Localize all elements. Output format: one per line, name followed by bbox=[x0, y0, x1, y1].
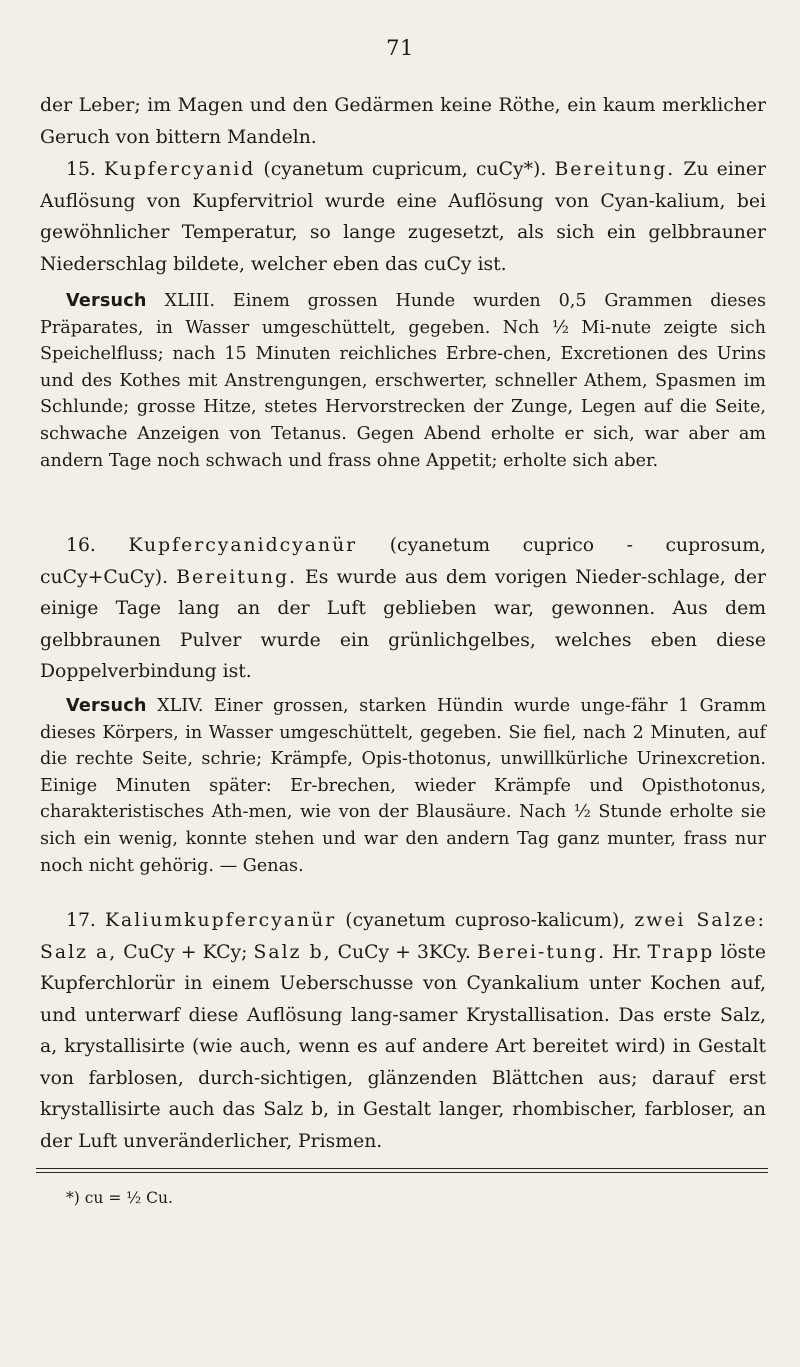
section-17-salt-b-label: Salz b, bbox=[253, 941, 332, 963]
section-17 bbox=[40, 905, 766, 1157]
section-17-number: 17. bbox=[66, 910, 96, 931]
section-15-body: Zu einer Auflösung von Kupfervitriol wurde eine Auflösung von Cyan-kalium, bei gewöhnlicher Temperatur, so lange zugesetzt, als sich ein gelbbrauner Niederschlag bildete, welcher eben das cuCy ist. bbox=[40, 159, 766, 275]
experiment-44-paragraph bbox=[40, 693, 766, 879]
experiment-43-paragraph bbox=[40, 288, 766, 474]
experiment-44 bbox=[40, 693, 766, 879]
paragraph-intro bbox=[40, 90, 766, 153]
section-17-latin: (cyanetum cuproso-kalicum), bbox=[345, 910, 626, 931]
section-17-paragraph bbox=[40, 905, 766, 1157]
section-15-latin: (cyanetum cupricum, cuCy*). bbox=[263, 159, 547, 180]
section-15-prep-label: Bereitung. bbox=[554, 159, 676, 180]
footnote-rule-top bbox=[36, 1168, 768, 1169]
experiment-43-label: Versuch bbox=[66, 291, 147, 311]
section-16-paragraph bbox=[40, 530, 766, 688]
section-16-latin: (cyanetum cuprico - cuprosum, cuCy+CuCy). bbox=[40, 535, 766, 588]
section-17-salt-b-formula: CuCy + 3KCy. bbox=[337, 941, 471, 963]
paragraph-intro-text: der Leber; im Magen und den Gedärmen keine Röthe, ein kaum merklicher Geruch von bittern Mandeln. bbox=[40, 95, 766, 148]
section-17-term: Kaliumkupfercyanür bbox=[104, 910, 337, 931]
section-16 bbox=[40, 530, 766, 688]
section-15-term: Kupfercyanid bbox=[104, 159, 256, 180]
section-17-body: löste Kupferchlorür in einem Ueberschusse von Cyankalium unter Kochen auf, und unterwarf diese Auflösung lang-samer Krystallisation. Das erste Salz, a, krystallisirte (wie auch, wenn es auf andere Art bereitet wird) in Gestalt von farblosen, durch-sichtigen, glänzenden Blättchen aus; darauf erst krystallisirte auch das Salz b, in Gestalt langer, rhombischer, farbloser, an der Luft unveränderlicher, Prismen. bbox=[40, 941, 766, 1152]
section-17-person: Trapp bbox=[647, 941, 715, 963]
page-number: 71 bbox=[386, 36, 414, 60]
experiment-43 bbox=[40, 288, 766, 474]
section-17-prep-label: Berei-tung. bbox=[476, 941, 607, 963]
experiment-44-label: Versuch bbox=[66, 696, 147, 716]
section-15-paragraph bbox=[40, 154, 766, 280]
section-15-number: 15. bbox=[66, 159, 96, 180]
section-17-salt-a-formula: CuCy + KCy; bbox=[123, 941, 248, 963]
footnote-rule-bottom bbox=[36, 1172, 768, 1173]
experiment-44-body: XLIV. Einer grossen, starken Hündin wurde unge-fähr 1 Gramm dieses Körpers, in Wasser umgeschüttelt, gegeben. Sie fiel, nach 2 Minuten, auf die rechte Seite, schrie; Krämpfe, Opis-thotonus, unwillkürliche Urinexcretion. Einige Minuten später: Er-brechen, wieder Krämpfe und Opisthotonus, charakteristisches Ath-men, wie von der Blausäure. Nach ½ Stunde erholte sie sich ein wenig, konnte stehen und war den andern Tag ganz munter, frass nur noch nicht gehörig. — Genas. bbox=[40, 696, 766, 876]
section-16-prep-label: Bereitung. bbox=[176, 566, 297, 588]
section-15 bbox=[40, 154, 766, 280]
section-16-body: Es wurde aus dem vorigen Nieder-schlage, der einige Tage lang an der Luft geblieben war, gewonnen. Aus dem gelbbraunen Pulver wurde ein grünlichgelbes, welches eben diese Doppelverbindung ist. bbox=[40, 566, 766, 682]
section-17-salt-a-label: Salz a, bbox=[40, 941, 118, 963]
experiment-43-body: XLIII. Einem grossen Hunde wurden 0,5 Grammen dieses Präparates, in Wasser umgeschüttelt, gegeben. Nch ½ Mi-nute zeigte sich Speichelfluss; nach 15 Minuten reichliches Erbre-chen, Excretionen des Urins und des Kothes mit Anstrengungen, erschwerter, schneller Athem, Spasmen im Schlunde; grosse Hitze, stetes Hervorstrecken der Zunge, Legen auf die Seite, schwache Anzeigen von Tetanus. Gegen Abend erholte er sich, war aber am andern Tage noch schwach und frass ohne Appetit; erholte sich aber. bbox=[40, 291, 767, 471]
section-16-number: 16. bbox=[66, 535, 96, 556]
section-16-term: Kupfercyanidcyanür bbox=[128, 535, 358, 556]
footnote: *) cu = ½ Cu. bbox=[66, 1189, 173, 1207]
section-17-salts-label: zwei Salze: bbox=[634, 910, 766, 931]
section-17-prefix: Hr. bbox=[612, 941, 642, 963]
